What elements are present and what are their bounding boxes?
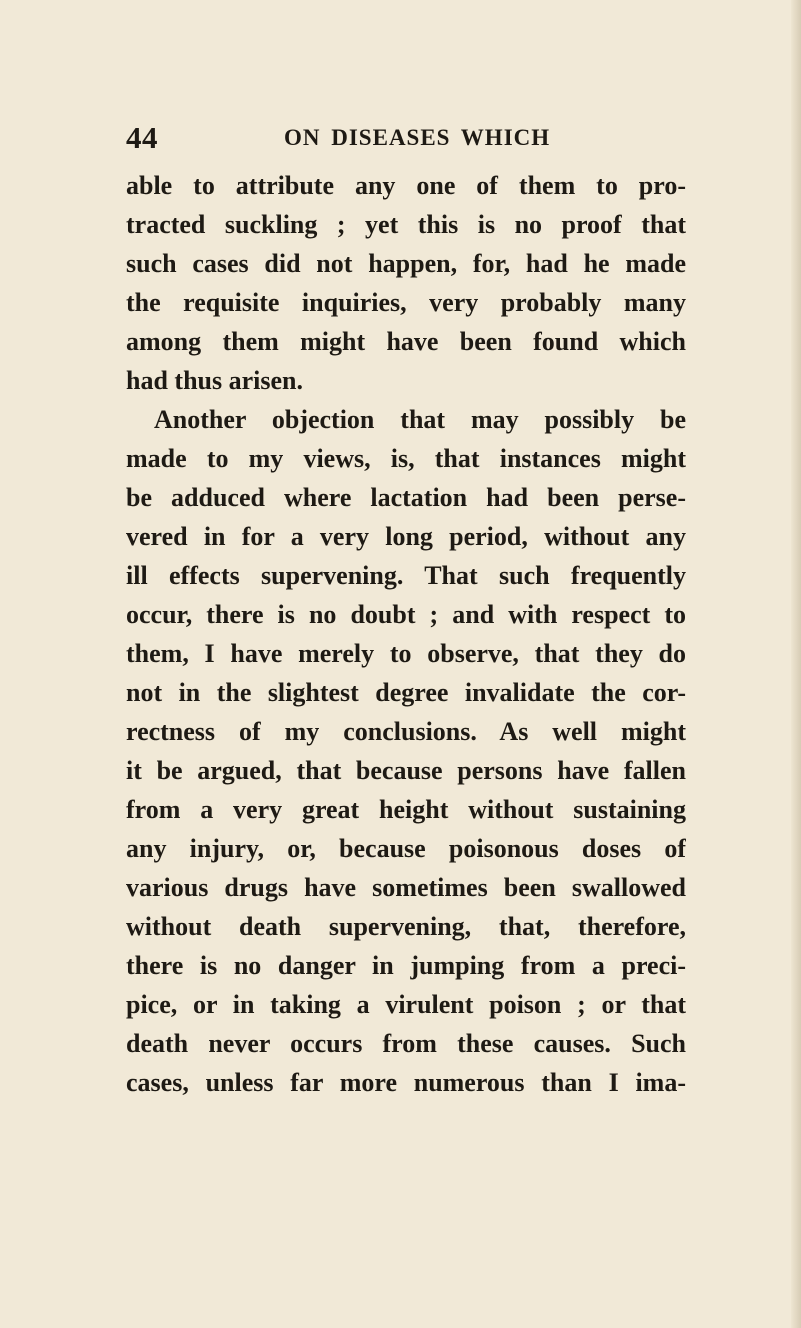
text-line-20: without death supervening, that, therefore,: [126, 912, 686, 941]
text-line-7: Another objection that may possibly be: [154, 405, 686, 434]
text-line-15: rectness of my conclusions. As well might: [126, 717, 686, 746]
text-line-12: occur, there is no doubt ; and with respect to: [126, 600, 686, 629]
text-line-5: among them might have been found which: [126, 327, 686, 356]
text-line-23: death never occurs from these causes. Such: [126, 1029, 686, 1058]
text-line-11: ill effects supervening. That such frequently: [126, 561, 686, 590]
text-line-6: had thus arisen.: [126, 366, 303, 395]
text-line-17: from a very great height without sustaining: [126, 795, 686, 824]
text-line-14: not in the slightest degree invalidate the cor-: [126, 678, 686, 707]
text-line-10: vered in for a very long period, without any: [126, 522, 686, 551]
body-text: [126, 166, 686, 1102]
text-line-16: it be argued, that because persons have fallen: [126, 756, 686, 785]
text-line-8: made to my views, is, that instances might: [126, 444, 686, 473]
text-line-13: them, I have merely to observe, that they do: [126, 639, 686, 668]
page-number: 44: [126, 120, 158, 155]
text-line-1: able to attribute any one of them to pro-: [126, 171, 686, 200]
text-line-18: any injury, or, because poisonous doses of: [126, 834, 686, 863]
text-line-21: there is no danger in jumping from a preci-: [126, 951, 686, 980]
text-line-3: such cases did not happen, for, had he made: [126, 249, 686, 278]
text-line-2: tracted suckling ; yet this is no proof that: [126, 210, 686, 239]
text-line-19: various drugs have sometimes been swallowed: [126, 873, 686, 902]
text-line-9: be adduced where lactation had been perse-: [126, 483, 686, 512]
running-head-title: ON DISEASES WHICH: [284, 125, 551, 150]
running-head: [126, 118, 686, 158]
page-edge-shadow: [791, 0, 801, 1328]
text-line-4: the requisite inquiries, very probably many: [126, 288, 686, 317]
text-line-22: pice, or in taking a virulent poison ; or that: [126, 990, 686, 1019]
text-line-24: cases, unless far more numerous than I ima-: [126, 1068, 686, 1097]
